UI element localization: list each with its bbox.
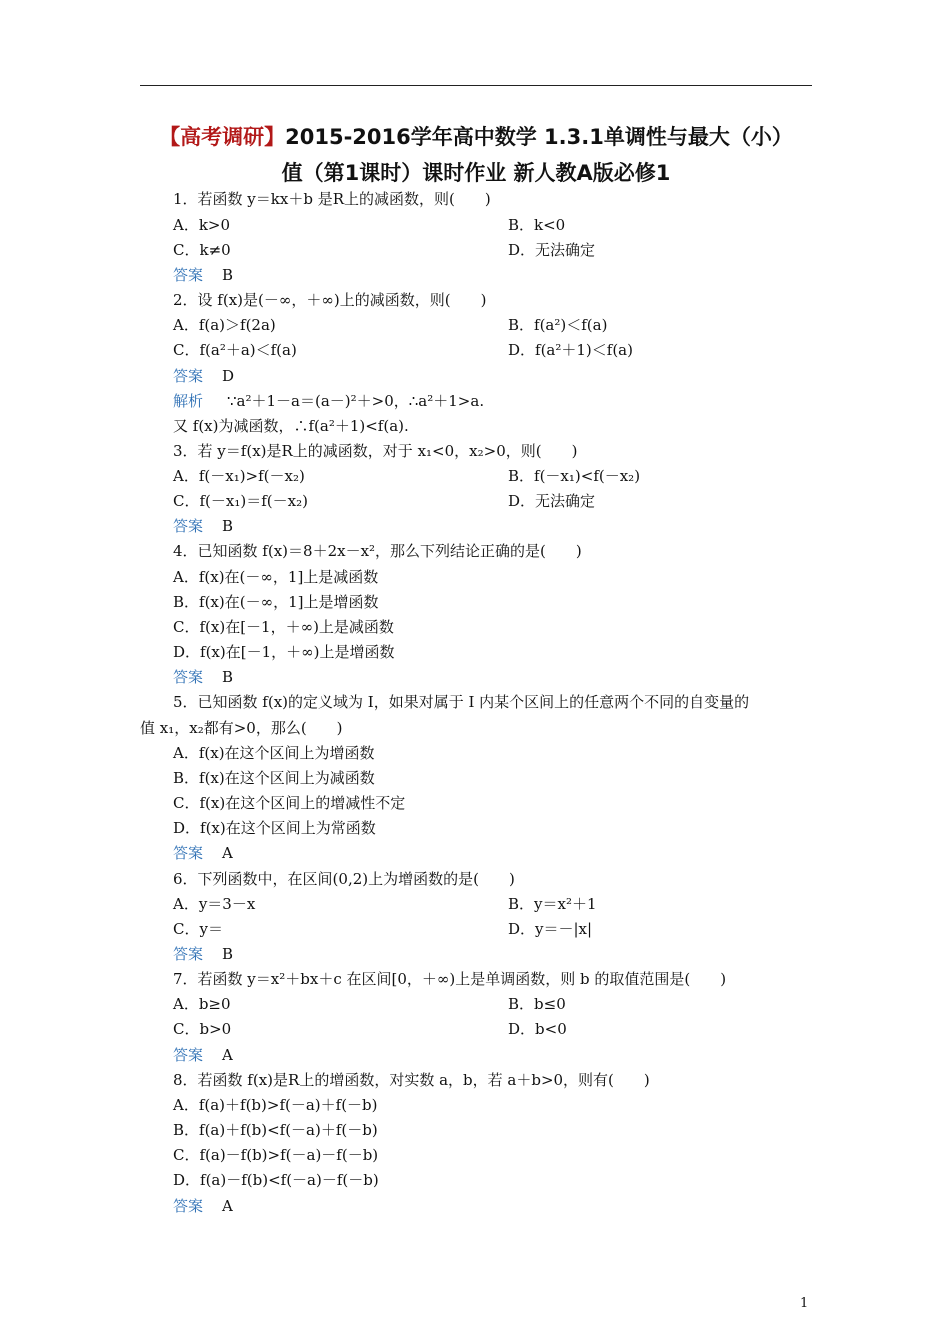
option-7c: C．b>0 — [173, 1020, 232, 1038]
option-6d: D．y＝－|x| — [508, 920, 593, 938]
option-4d: D．f(x)在[－1，＋∞)上是增函数 — [173, 643, 395, 661]
option-3b: B．f(－x₁)<f(－x₂) — [508, 467, 641, 485]
option-7a: A．b≥0 — [173, 995, 231, 1013]
question-5-cont: 值 x₁，x₂都有>0，那么( ) — [140, 719, 343, 737]
option-7d: D．b<0 — [508, 1020, 567, 1038]
question-6: 6．下列函数中，在区间(0,2)上为增函数的是( ) — [173, 870, 515, 888]
option-7b: B．b≤0 — [508, 995, 566, 1013]
option-5a: A．f(x)在这个区间上为增函数 — [173, 744, 375, 762]
option-5b: B．f(x)在这个区间上为减函数 — [173, 769, 375, 787]
question-3: 3．若 y＝f(x)是R上的减函数，对于 x₁<0，x₂>0，则( ) — [173, 442, 578, 460]
answer-value: B — [222, 517, 234, 535]
answer-value: A — [222, 1046, 233, 1064]
option-1c: C．k≠0 — [173, 241, 231, 259]
question-4: 4．已知函数 f(x)＝8＋2x－x²，那么下列结论正确的是( ) — [173, 542, 582, 560]
option-2c: C．f(a²＋a)＜f(a) — [173, 341, 297, 359]
answer-label: 答案 — [173, 1197, 204, 1215]
option-8c: C．f(a)－f(b)>f(－a)－f(－b) — [173, 1146, 379, 1164]
option-3c: C．f(－x₁)＝f(－x₂) — [173, 492, 308, 510]
option-6b: B．y＝x²＋1 — [508, 895, 597, 913]
option-5d: D．f(x)在这个区间上为常函数 — [173, 819, 376, 837]
answer-value: B — [222, 266, 234, 284]
document-title — [140, 121, 812, 151]
option-8d: D．f(a)－f(b)<f(－a)－f(－b) — [173, 1171, 379, 1189]
answer-label: 答案 — [173, 517, 204, 535]
page-number: 1 — [800, 1296, 809, 1311]
option-4b: B．f(x)在(－∞，1]上是增函数 — [173, 593, 379, 611]
question-7: 7．若函数 y＝x²＋bx＋c 在区间[0，＋∞)上是单调函数，则 b 的取值范围是( ) — [173, 970, 727, 988]
option-2d: D．f(a²＋1)＜f(a) — [508, 341, 633, 359]
answer-label: 答案 — [173, 945, 204, 963]
option-6a: A．y＝3－x — [173, 895, 256, 913]
option-1b: B．k<0 — [508, 216, 566, 234]
analysis-label: 解析 — [173, 392, 204, 410]
question-1: 1．若函数 y＝kx＋b 是R上的减函数，则( ) — [173, 190, 491, 208]
title-text: 2015-2016学年高中数学 1.3.1单调性与最大（小） — [285, 125, 793, 149]
option-3d: D．无法确定 — [508, 492, 596, 510]
option-2b: B．f(a²)＜f(a) — [508, 316, 608, 334]
answer-value: A — [222, 844, 233, 862]
option-8a: A．f(a)＋f(b)>f(－a)＋f(－b) — [173, 1096, 378, 1114]
question-2: 2．设 f(x)是(－∞，＋∞)上的减函数，则( ) — [173, 291, 487, 309]
question-5: 5．已知函数 f(x)的定义域为 I，如果对属于 I 内某个区间上的任意两个不同的自变量的 — [173, 693, 750, 711]
option-4a: A．f(x)在(－∞，1]上是减函数 — [173, 568, 379, 586]
answer-label: 答案 — [173, 668, 204, 686]
option-2a: A．f(a)＞f(2a) — [173, 316, 276, 334]
answer-label: 答案 — [173, 1046, 204, 1064]
question-8: 8．若函数 f(x)是R上的增函数，对实数 a，b，若 a＋b>0，则有( ) — [173, 1071, 650, 1089]
document-title-line2: 值（第1课时）课时作业 新人教A版必修1 — [281, 161, 671, 185]
option-3a: A．f(－x₁)>f(－x₂) — [173, 467, 305, 485]
option-8b: B．f(a)＋f(b)<f(－a)＋f(－b) — [173, 1121, 378, 1139]
option-5c: C．f(x)在这个区间上的增减性不定 — [173, 794, 406, 812]
answer-value: A — [222, 1197, 233, 1215]
header-rule — [140, 85, 812, 86]
analysis-text: ∵a²＋1－a＝(a－)²＋>0，∴a²＋1>a. — [227, 392, 485, 410]
title-tag: 【高考调研】 — [159, 125, 286, 149]
answer-value: B — [222, 668, 234, 686]
answer-value: D — [222, 367, 235, 385]
option-1a: A．k>0 — [173, 216, 231, 234]
option-4c: C．f(x)在[－1，＋∞)上是减函数 — [173, 618, 394, 636]
answer-value: B — [222, 945, 234, 963]
analysis-text-2: 又 f(x)为减函数，∴f(a²＋1)<f(a). — [173, 417, 409, 435]
option-6c: C．y＝ — [173, 920, 223, 938]
answer-label: 答案 — [173, 367, 204, 385]
answer-label: 答案 — [173, 266, 204, 284]
answer-label: 答案 — [173, 844, 204, 862]
option-1d: D．无法确定 — [508, 241, 596, 259]
